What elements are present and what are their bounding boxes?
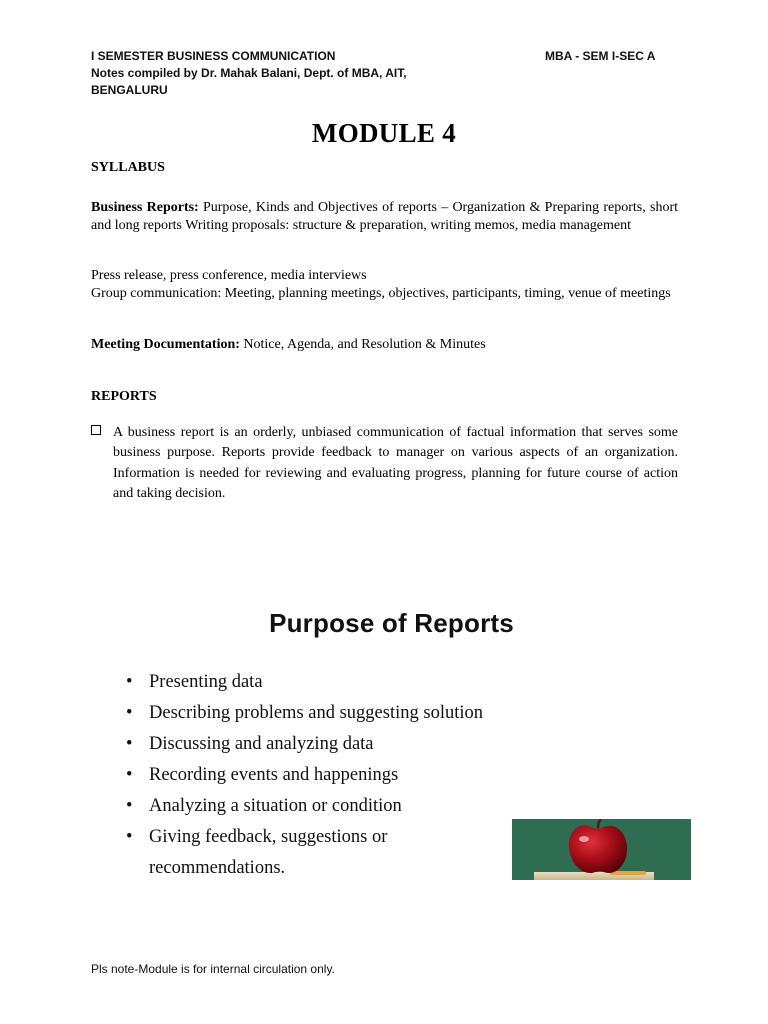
apple-image xyxy=(512,819,691,880)
list-item xyxy=(126,698,483,729)
business-reports-label: Business Reports: xyxy=(91,200,199,215)
list-item-text: Recording events and happenings xyxy=(149,765,399,785)
list-item-text: Discussing and analyzing data xyxy=(149,734,374,754)
apple-body xyxy=(569,825,627,873)
list-item-text: Describing problems and suggesting solution xyxy=(149,703,483,723)
header-left xyxy=(91,48,451,99)
list-item-continuation: recommendations. xyxy=(149,858,286,878)
header-right: MBA - SEM I-SEC A xyxy=(545,49,656,63)
page-title: MODULE 4 xyxy=(311,118,457,148)
list-item-text: Analyzing a situation or condition xyxy=(149,796,402,816)
list-item xyxy=(126,791,483,822)
list-item xyxy=(126,760,483,791)
press-line: Press release, press conference, media interviews xyxy=(91,268,367,283)
footer-note: Pls note-Module is for internal circulation only. xyxy=(91,962,335,976)
meeting-documentation-paragraph xyxy=(91,336,678,354)
bullet-dot-icon: • xyxy=(126,703,133,723)
reports-bullet-text: A business report is an orderly, unbiased communication of factual information that serves some business purpose. Reports provide feedback to manager on various aspects of an organization. Information is needed for reviewing and evaluating progress, planning for future course of action and taking decision. xyxy=(113,425,678,501)
bullet-dot-icon: • xyxy=(126,765,133,785)
header-city: BENGALURU xyxy=(91,83,168,97)
slide-title: Purpose of Reports xyxy=(269,608,514,638)
reports-heading: REPORTS xyxy=(91,389,157,404)
header-course: I SEMESTER BUSINESS COMMUNICATION xyxy=(91,49,336,63)
checkbox-bullet-icon xyxy=(91,425,101,435)
apple-highlight xyxy=(579,836,589,842)
list-item xyxy=(126,729,483,760)
header-compiler: Notes compiled by Dr. Mahak Balani, Dept. of MBA, AIT, xyxy=(91,66,407,80)
bullet-dot-icon: • xyxy=(126,796,133,816)
list-item-text: Giving feedback, suggestions or xyxy=(149,827,388,847)
reports-bullet xyxy=(91,423,678,504)
apple-illustration xyxy=(512,819,691,880)
pencil xyxy=(610,871,646,875)
list-item xyxy=(126,667,483,698)
bullet-dot-icon: • xyxy=(126,827,133,847)
list-item-text: Presenting data xyxy=(149,672,263,692)
meeting-documentation-text: Notice, Agenda, and Resolution & Minutes xyxy=(239,337,486,352)
bullet-dot-icon: • xyxy=(126,672,133,692)
syllabus-heading: SYLLABUS xyxy=(91,160,165,175)
business-reports-paragraph xyxy=(91,199,678,234)
meeting-documentation-label: Meeting Documentation: xyxy=(91,337,240,352)
purpose-list xyxy=(126,667,483,884)
business-reports-text: Purpose, Kinds and Objectives of reports – Organization & Preparing reports, short and long reports Writing proposals: structure & preparation, writing memos, media management xyxy=(91,200,678,233)
bullet-dot-icon: • xyxy=(126,734,133,754)
list-item xyxy=(126,822,483,884)
group-communication-line: Group communication: Meeting, planning meetings, objectives, participants, timing, venue of meetings xyxy=(91,286,671,301)
